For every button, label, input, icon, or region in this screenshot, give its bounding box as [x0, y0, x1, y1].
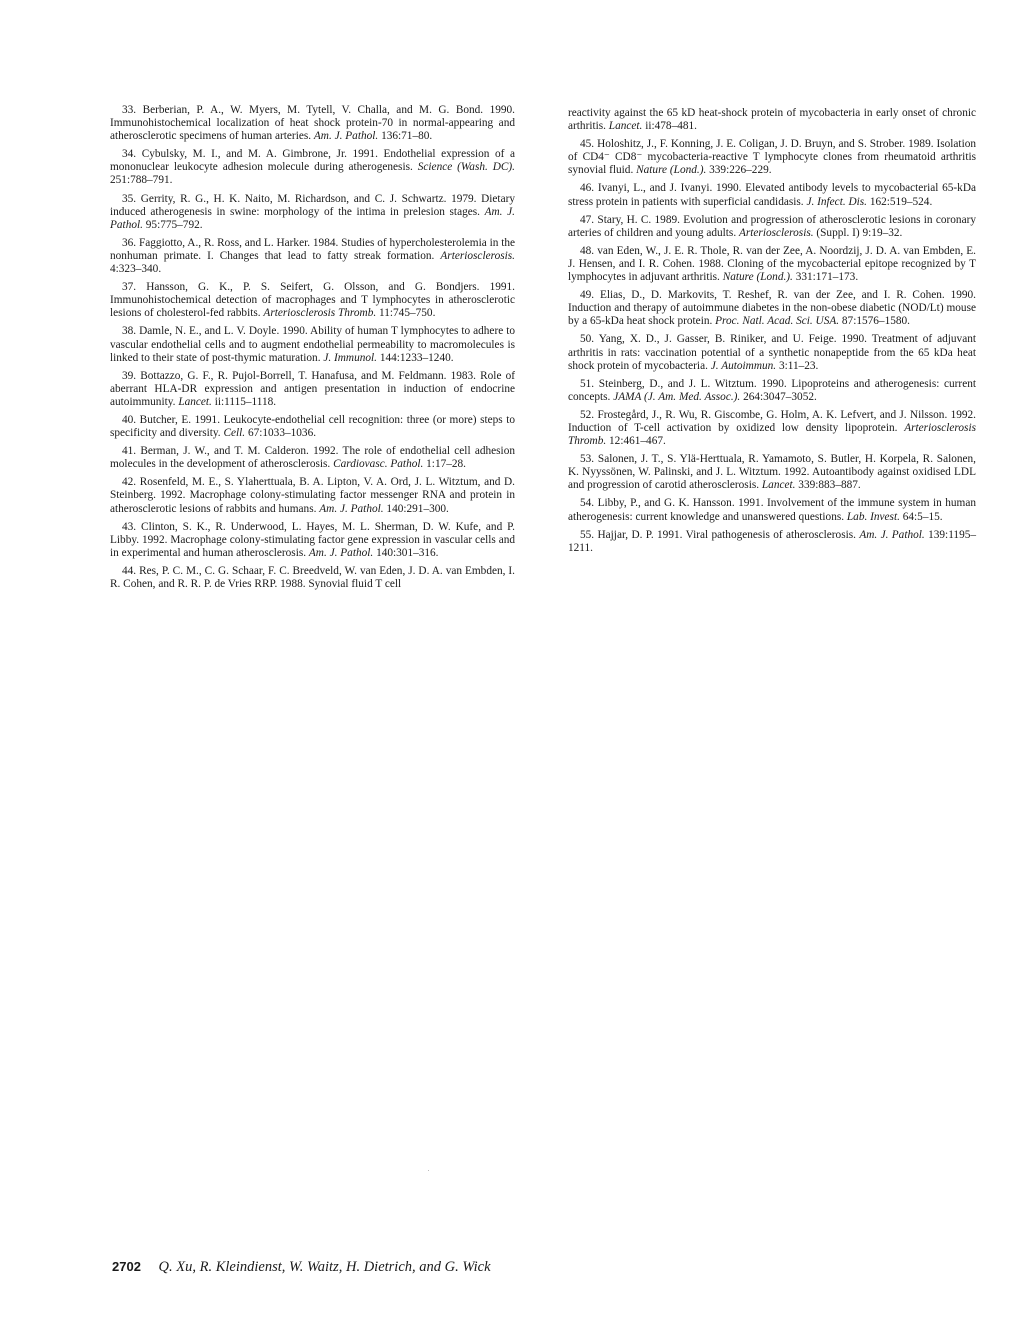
reference-entry [568, 453, 976, 492]
reference-number: 52. [580, 408, 595, 421]
reference-journal: JAMA (J. Am. Med. Assoc.). [613, 390, 741, 403]
reference-journal: Arteriosclerosis Thromb. [568, 421, 976, 448]
reference-journal: Nature (Lond.). [722, 271, 793, 284]
reference-journal: Lancet. [761, 479, 796, 492]
reference-text: van Eden, W., J. E. R. Thole, R. van der Zee, A. Noordzij, J. D. A. van Embden, E. J. Hensen, and I. R. Cohen. 1988. Cloning of the mycobacterial epitope recognized by T lymphocytes in adjuvant arthritis. [568, 244, 976, 284]
reference-citation: 12:461–467. [609, 435, 666, 448]
reference-entry [568, 107, 976, 133]
reference-text: Damle, N. E., and L. V. Doyle. 1990. Ability of human T lymphocytes to adhere to vascular endothelial cells and to augment endothelial permeability to macromolecules is linked to their state of post-thymic maturation. [110, 325, 515, 364]
references-left-column [110, 104, 515, 596]
reference-entry [110, 193, 515, 232]
reference-text: Berberian, P. A., W. Myers, M. Tytell, V. Challa, and M. G. Bond. 1990. Immunohistochemical localization of heat shock protein-70 in normal-appearing and atherosclerotic specimens of human arteries. [110, 104, 515, 143]
reference-journal: J. Autoimmun. [710, 359, 777, 372]
reference-citation: 251:788–791. [110, 174, 173, 187]
reference-journal: Science (Wash. DC). [417, 161, 516, 174]
reference-entry [568, 409, 976, 448]
reference-journal: Arteriosclerosis. [738, 226, 814, 239]
reference-citation: 339:226–229. [709, 164, 772, 177]
reference-citation: 139:1195–1211. [568, 528, 977, 554]
reference-text: Clinton, S. K., R. Underwood, L. Hayes, M. L. Sherman, D. W. Kufe, and P. Libby. 1992. Macrophage colony-stimulating factor gene expression in vascular cells and in experimental and human atherosclerosis. [110, 520, 515, 559]
reference-number: 44. [122, 564, 137, 577]
reference-entry [110, 237, 515, 276]
reference-journal: Cardiovasc. Pathol. [333, 458, 424, 471]
reference-citation: 331:171–173. [795, 271, 859, 284]
reference-text: Ivanyi, L., and J. Ivanyi. 1990. Elevated antibody levels to mycobacterial 65-kDa stress protein in patients with superficial candidasis. [568, 182, 976, 208]
reference-text: Butcher, E. 1991. Leukocyte-endothelial cell recognition: three (or more) steps to specificity and diversity. [110, 413, 515, 440]
reference-text: Res, P. C. M., C. G. Schaar, F. C. Breedveld, W. van Eden, J. D. A. van Embden, I. R. Cohen, and R. R. P. de Vries RRP. 1988. Synovial fluid T cell [110, 564, 516, 590]
reference-journal: Lab. Invest. [846, 510, 900, 523]
reference-number: 35. [122, 192, 137, 205]
reference-citation: 11:745–750. [379, 307, 436, 320]
reference-entry [110, 565, 515, 591]
reference-entry [568, 289, 976, 328]
reference-entry [568, 245, 976, 284]
reference-text: Steinberg, D., and J. L. Witztum. 1990. Lipoproteins and atherogenesis: current concepts. [568, 377, 976, 403]
reference-entry [568, 497, 976, 523]
reference-text: Gerrity, R. G., H. K. Naito, M. Richardson, and C. J. Schwartz. 1979. Dietary induced atherogenesis in swine: morphology of the intima in prelesion stages. [110, 192, 515, 218]
reference-text: Bottazzo, G. F., R. Pujol-Borrell, T. Hanafusa, and M. Feldmann. 1983. Role of aberrant HLA-DR expression and antigen presentation in induction of endocrine autoimmunity. [110, 369, 515, 408]
reference-journal: Am. J. Pathol. [319, 502, 384, 515]
reference-number: 47. [580, 213, 595, 226]
reference-citation: 67:1033–1036. [247, 427, 317, 440]
reference-entry [568, 182, 976, 208]
reference-text: Elias, D., D. Markovits, T. Reshef, R. van der Zee, and I. R. Cohen. 1990. Induction and therapy of autoimmune diabetes in the non-obese diabetic (NOD/Lt) mouse by a 65-kDa heat shock protein. [568, 289, 976, 328]
reference-text: Hajjar, D. P. 1991. Viral pathogenesis of atherosclerosis. [597, 528, 856, 541]
reference-number: 51. [580, 377, 595, 390]
reference-entry [110, 445, 515, 471]
reference-number: 48. [580, 244, 595, 257]
page-footer [112, 1259, 491, 1276]
reference-citation: 140:291–300. [386, 502, 449, 515]
references-right-column [568, 107, 976, 560]
reference-citation: 64:5–15. [902, 510, 943, 523]
reference-journal: Am. J. Pathol. [110, 205, 515, 231]
reference-number: 36. [122, 236, 137, 249]
reference-citation: 3:11–23. [778, 359, 819, 372]
reference-text: Salonen, J. T., S. Ylä-Herttuala, R. Yamamoto, S. Butler, H. Korpela, R. Salonen, K. Nyyssönen, W. Palinski, and J. L. Witztum. 1992. Autoantibody against oxidised LDL and progression of carotid atherosclerosis. [568, 453, 977, 492]
reference-number: 37. [122, 281, 137, 294]
reference-number: 33. [122, 104, 137, 116]
reference-text: Stary, H. C. 1989. Evolution and progression of atherosclerotic lesions in coronary arteries of children and young adults. [568, 213, 976, 239]
reference-citation: 339:883–887. [798, 479, 861, 492]
reference-citation: 264:3047–3052. [743, 390, 817, 403]
reference-citation: 1:17–28. [426, 458, 467, 471]
reference-citation: 136:71–80. [381, 130, 433, 143]
reference-number: 46. [580, 182, 595, 195]
reference-entry [568, 529, 976, 555]
reference-journal: Proc. Natl. Acad. Sci. USA. [715, 315, 840, 328]
reference-text: reactivity against the 65 kD heat-shock protein of mycobacteria in early onset of chronic arthritis. [568, 107, 976, 133]
reference-journal: J. Immunol. [323, 351, 377, 364]
reference-entry [110, 370, 515, 409]
reference-entry [110, 148, 515, 187]
reference-journal: Cell. [223, 427, 246, 440]
reference-entry [568, 378, 976, 404]
reference-number: 39. [122, 369, 137, 382]
reference-text: Berman, J. W., and T. M. Calderon. 1992. The role of endothelial cell adhesion molecules in the development of atherosclerosis. [110, 445, 515, 471]
reference-text: Hansson, G. K., P. S. Seifert, G. Olsson, and G. Bondjers. 1991. Immunohistochemical detection of macrophages and T lymphocytes in atherosclerotic lesions of cholesterol-fed rabbits. [110, 281, 515, 320]
reference-entry [110, 104, 515, 143]
reference-entry [568, 138, 976, 177]
reference-journal: Nature (Lond.). [636, 164, 707, 177]
reference-entry [110, 414, 515, 440]
reference-text: Cybulsky, M. I., and M. A. Gimbrone, Jr. 1991. Endothelial expression of a mononuclear leukocyte adhesion molecule during atherogenesis. [110, 148, 515, 174]
reference-journal: Lancet. [178, 395, 212, 408]
reference-journal: Arteriosclerosis Thromb. [263, 307, 377, 320]
reference-number: 43. [122, 520, 137, 533]
reference-citation: ii:478–481. [645, 120, 697, 133]
page-speck [428, 1170, 429, 1171]
reference-citation: 95:775–792. [145, 218, 203, 231]
reference-journal: Am. J. Pathol. [313, 130, 379, 143]
reference-text: Yang, X. D., J. Gasser, B. Riniker, and U. Feige. 1990. Treatment of adjuvant arthritis in rats: vaccination potential of a synthetic nonapeptide from the 65 kDa heat shock protein of mycobacteria. [568, 333, 976, 372]
page-number: 2702 [112, 1259, 141, 1274]
reference-entry [568, 333, 976, 372]
reference-citation: 144:1233–1240. [379, 351, 454, 364]
reference-citation: 162:519–524. [869, 195, 933, 208]
reference-journal: Am. J. Pathol. [308, 546, 374, 559]
reference-citation: (Suppl. I) 9:19–32. [816, 226, 903, 239]
reference-text: Libby, P., and G. K. Hansson. 1991. Involvement of the immune system in human atherogenesis: current knowledge and unanswered questions. [568, 497, 976, 523]
reference-number: 34. [122, 148, 137, 161]
reference-entry [568, 214, 976, 240]
reference-number: 40. [122, 413, 137, 426]
reference-number: 42. [122, 476, 137, 489]
reference-entry [110, 521, 515, 560]
reference-text: Frostegård, J., R. Wu, R. Giscombe, G. Holm, A. K. Lefvert, and J. Nilsson. 1992. Induction of T-cell activation by oxidized low density lipoprotein. [568, 408, 976, 434]
reference-entry [110, 281, 515, 320]
reference-text: Rosenfeld, M. E., S. Ylaherttuala, B. A. Lipton, V. A. Ord, J. L. Witztum, and D. Steinberg. 1992. Macrophage colony-stimulating factor messenger RNA and protein in atherosclerotic lesions of rabbits and humans. [110, 476, 515, 515]
reference-number: 38. [122, 325, 137, 338]
reference-citation: ii:1115–1118. [214, 395, 277, 408]
reference-citation: 4:323–340. [110, 263, 162, 276]
reference-journal: Arteriosclerosis. [440, 249, 515, 262]
reference-text: Faggiotto, A., R. Ross, and L. Harker. 1984. Studies of hypercholesterolemia in the nonhuman primate. I. Changes that lead to fatty streak formation. [110, 236, 515, 262]
reference-citation: 140:301–316. [376, 546, 439, 559]
reference-entry [110, 476, 515, 515]
reference-number: 45. [580, 138, 595, 151]
reference-journal: J. Infect. Dis. [806, 195, 867, 208]
running-author-line: Q. Xu, R. Kleindienst, W. Waitz, H. Dietrich, and G. Wick [158, 1259, 491, 1275]
reference-number: 55. [580, 528, 595, 541]
reference-citation: 87:1576–1580. [841, 315, 911, 328]
reference-number: 53. [580, 453, 595, 466]
reference-journal: Lancet. [608, 120, 643, 133]
reference-number: 50. [580, 333, 595, 346]
reference-number: 41. [122, 445, 137, 458]
reference-text: Holoshitz, J., F. Konning, J. E. Coligan, J. D. Bruyn, and S. Strober. 1989. Isolation of CD4⁻ CD8⁻ mycobacteria-reactive T lymphocyte clones from rheumatoid arthritis synovial fluid. [568, 138, 977, 177]
reference-entry [110, 325, 515, 364]
reference-number: 49. [580, 289, 595, 302]
reference-number: 54. [580, 497, 595, 510]
reference-journal: Am. J. Pathol. [859, 528, 925, 541]
